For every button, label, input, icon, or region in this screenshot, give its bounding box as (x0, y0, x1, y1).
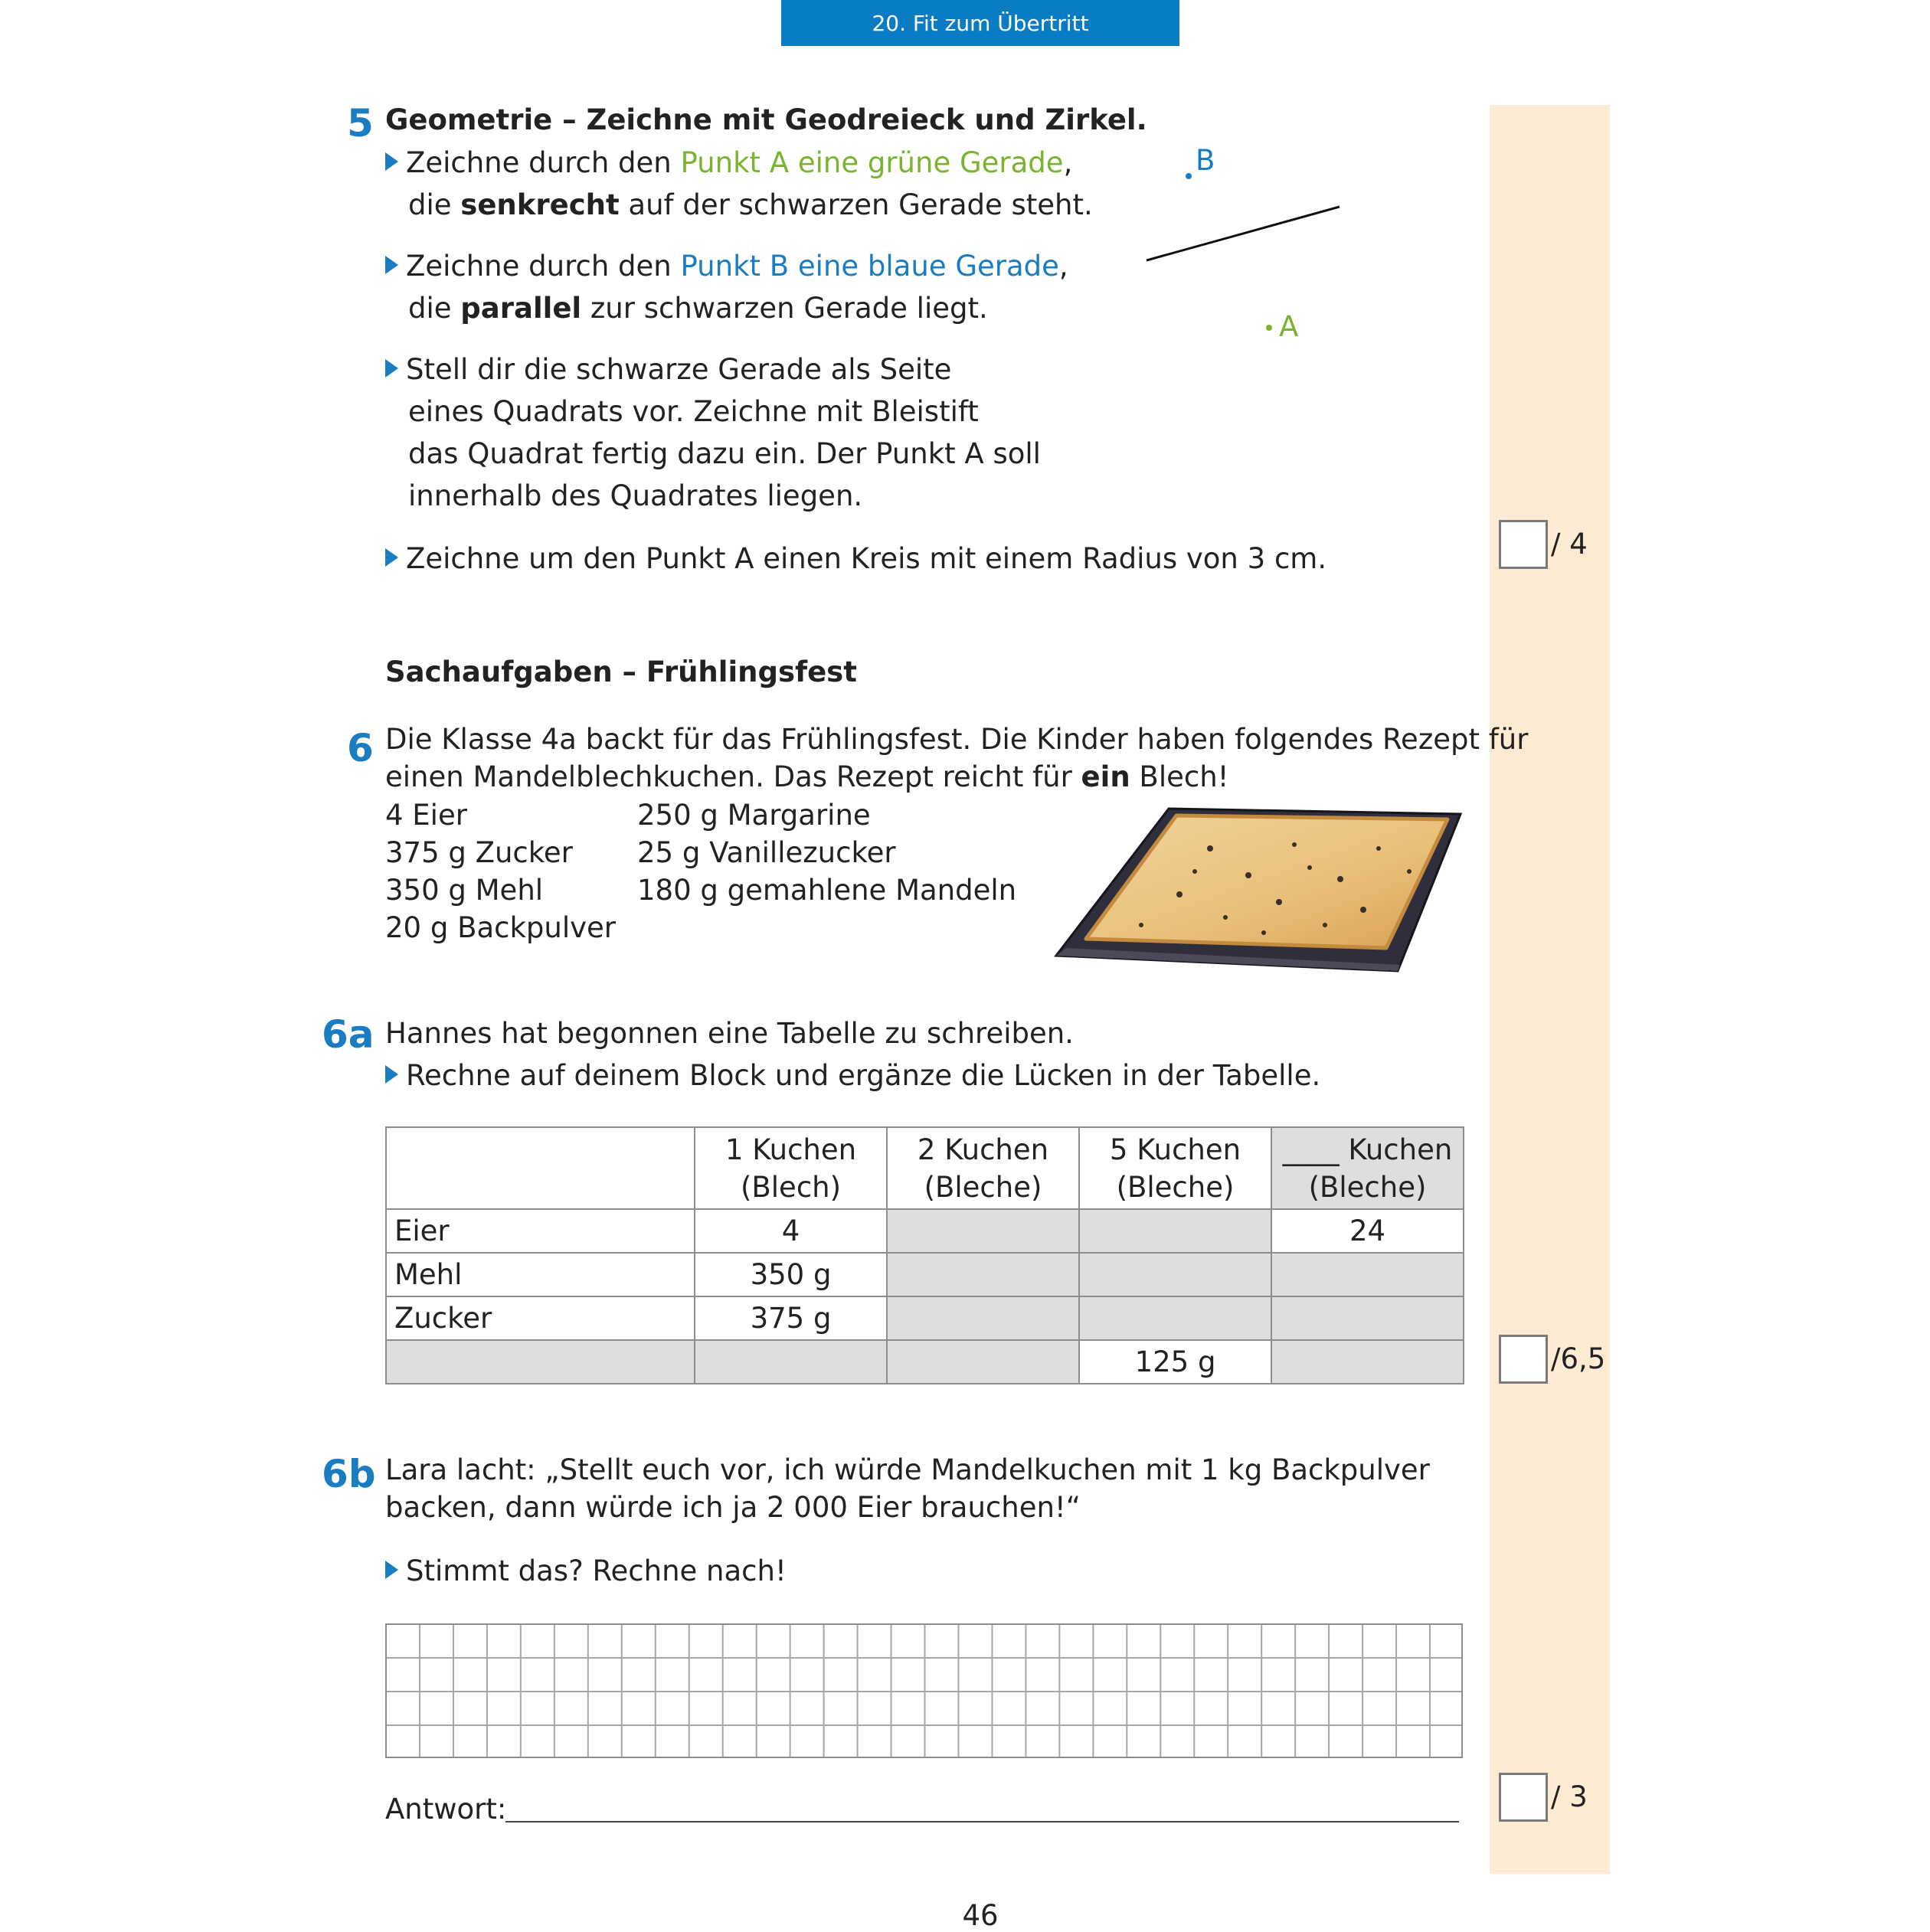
page-number: 46 (962, 1899, 999, 1932)
answer-label: Antwort: (385, 1793, 507, 1826)
ingredient: 25 g Vanillezucker (637, 836, 896, 869)
table-row (386, 1253, 1464, 1296)
table-cell-blank[interactable] (1271, 1340, 1464, 1384)
bullet-arrow-icon (385, 548, 398, 567)
bullet-arrow-icon (385, 152, 398, 171)
table-cell-blank[interactable] (695, 1340, 887, 1384)
table-cell-blank[interactable] (386, 1340, 695, 1384)
calculation-grid[interactable] (385, 1623, 1463, 1758)
bullet-arrow-icon (385, 359, 398, 378)
table-row (386, 1209, 1464, 1253)
table-cell: Eier (386, 1209, 695, 1253)
table-cell-blank[interactable] (887, 1340, 1079, 1384)
table-header-cell: 2 Kuchen (Bleche) (887, 1127, 1079, 1209)
task-6-text: Die Klasse 4a backt für das Frühlingsfest. Die Kinder haben folgendes Rezept für einen Mandelblechkuchen. Das Rezept reicht für ein Blech! (385, 723, 1529, 793)
bullet-arrow-icon (385, 1065, 398, 1084)
ingredient: 350 g Mehl (385, 874, 544, 907)
answer-line[interactable] (505, 1821, 1459, 1822)
task-number-6: 6 (347, 726, 374, 770)
table-row (386, 1340, 1464, 1384)
ingredient: 250 g Margarine (637, 799, 871, 832)
score-max-task-6a: /6,5 (1551, 1342, 1606, 1375)
table-cell: Zucker (386, 1296, 695, 1340)
task-5-bullet-1: Zeichne durch den Punkt A eine grüne Gerade, die senkrecht auf der schwarzen Gerade steht. (385, 142, 1093, 226)
bullet-arrow-icon (385, 256, 398, 274)
table-cell: 4 (695, 1209, 887, 1253)
geometry-figure (1133, 138, 1394, 360)
table-header-empty (386, 1127, 695, 1209)
table-cell-blank[interactable] (887, 1209, 1079, 1253)
score-max-task-5: / 4 (1551, 528, 1588, 561)
ingredient: 20 g Backpulver (385, 911, 617, 944)
table-cell: 125 g (1079, 1340, 1271, 1384)
table-cell-blank[interactable] (887, 1253, 1079, 1296)
almond-cake-illustration (1049, 803, 1463, 975)
table-cell-blank[interactable] (1079, 1253, 1271, 1296)
score-box-task-6b[interactable] (1499, 1773, 1548, 1822)
table-cell-blank[interactable] (1079, 1296, 1271, 1340)
ingredients-right (637, 796, 1016, 909)
table-cell-blank[interactable] (887, 1296, 1079, 1340)
point-a-dot (1266, 325, 1272, 331)
task-5-bullet-4: Zeichne um den Punkt A einen Kreis mit einem Radius von 3 cm. (385, 538, 1326, 580)
task-number-6b: 6b (322, 1452, 376, 1496)
point-b-label: B (1196, 144, 1215, 177)
table-cell: 24 (1271, 1209, 1464, 1253)
task-5-title: Geometrie – Zeichne mit Geodreieck und Zirkel. (385, 103, 1147, 136)
score-sidebar (1490, 105, 1610, 1874)
point-b-dot (1186, 173, 1192, 179)
ingredient: 375 g Zucker (385, 836, 573, 869)
ingredients-left (385, 796, 616, 946)
section-title: Sachaufgaben – Frühlingsfest (385, 655, 857, 688)
score-max-task-6b: / 3 (1551, 1780, 1588, 1813)
table-header-cell: 5 Kuchen (Bleche) (1079, 1127, 1271, 1209)
score-box-task-5[interactable] (1499, 520, 1548, 569)
black-line (1147, 207, 1340, 260)
task-6b-bullet: Stimmt das? Rechne nach! (385, 1550, 787, 1592)
task-6b-text: Lara lacht: „Stellt euch vor, ich würde Mandelkuchen mit 1 kg Backpulver backen, dann würde ich ja 2 000 Eier brauchen!“ (385, 1453, 1430, 1524)
chapter-title: 20. Fit zum Übertritt (872, 10, 1089, 36)
table-cell: 375 g (695, 1296, 887, 1340)
table-cell: 350 g (695, 1253, 887, 1296)
ingredient: 180 g gemahlene Mandeln (637, 874, 1017, 907)
table-header-cell: 1 Kuchen (Blech) (695, 1127, 887, 1209)
task-5-bullet-3: Stell dir die schwarze Gerade als Seite eines Quadrats vor. Zeichne mit Bleistift das Quadrat fertig dazu ein. Der Punkt A soll innerhalb des Quadrates liegen. (385, 348, 1041, 517)
bullet-arrow-icon (385, 1561, 398, 1579)
score-box-task-6a[interactable] (1499, 1335, 1548, 1384)
task-5-bullet-2: Zeichne durch den Punkt B eine blaue Gerade, die parallel zur schwarzen Gerade liegt. (385, 245, 1068, 329)
table-cell: Mehl (386, 1253, 695, 1296)
ingredient: 4 Eier (385, 799, 467, 832)
task-6a-text: Hannes hat begonnen eine Tabelle zu schreiben. Rechne auf deinem Block und ergänze die Lücken in der Tabelle. (385, 1017, 1321, 1092)
task-number-5: 5 (347, 101, 374, 145)
table-row (386, 1296, 1464, 1340)
table-cell-blank[interactable] (1271, 1253, 1464, 1296)
task-number-6a: 6a (322, 1012, 375, 1057)
point-a-label: A (1279, 310, 1299, 343)
table-cell-blank[interactable] (1079, 1209, 1271, 1253)
chapter-header (781, 0, 1179, 46)
table-header-cell-blank-count[interactable]: ____ Kuchen (Bleche) (1271, 1127, 1464, 1209)
recipe-table (385, 1126, 1464, 1384)
table-header-row (386, 1127, 1464, 1209)
table-cell-blank[interactable] (1271, 1296, 1464, 1340)
